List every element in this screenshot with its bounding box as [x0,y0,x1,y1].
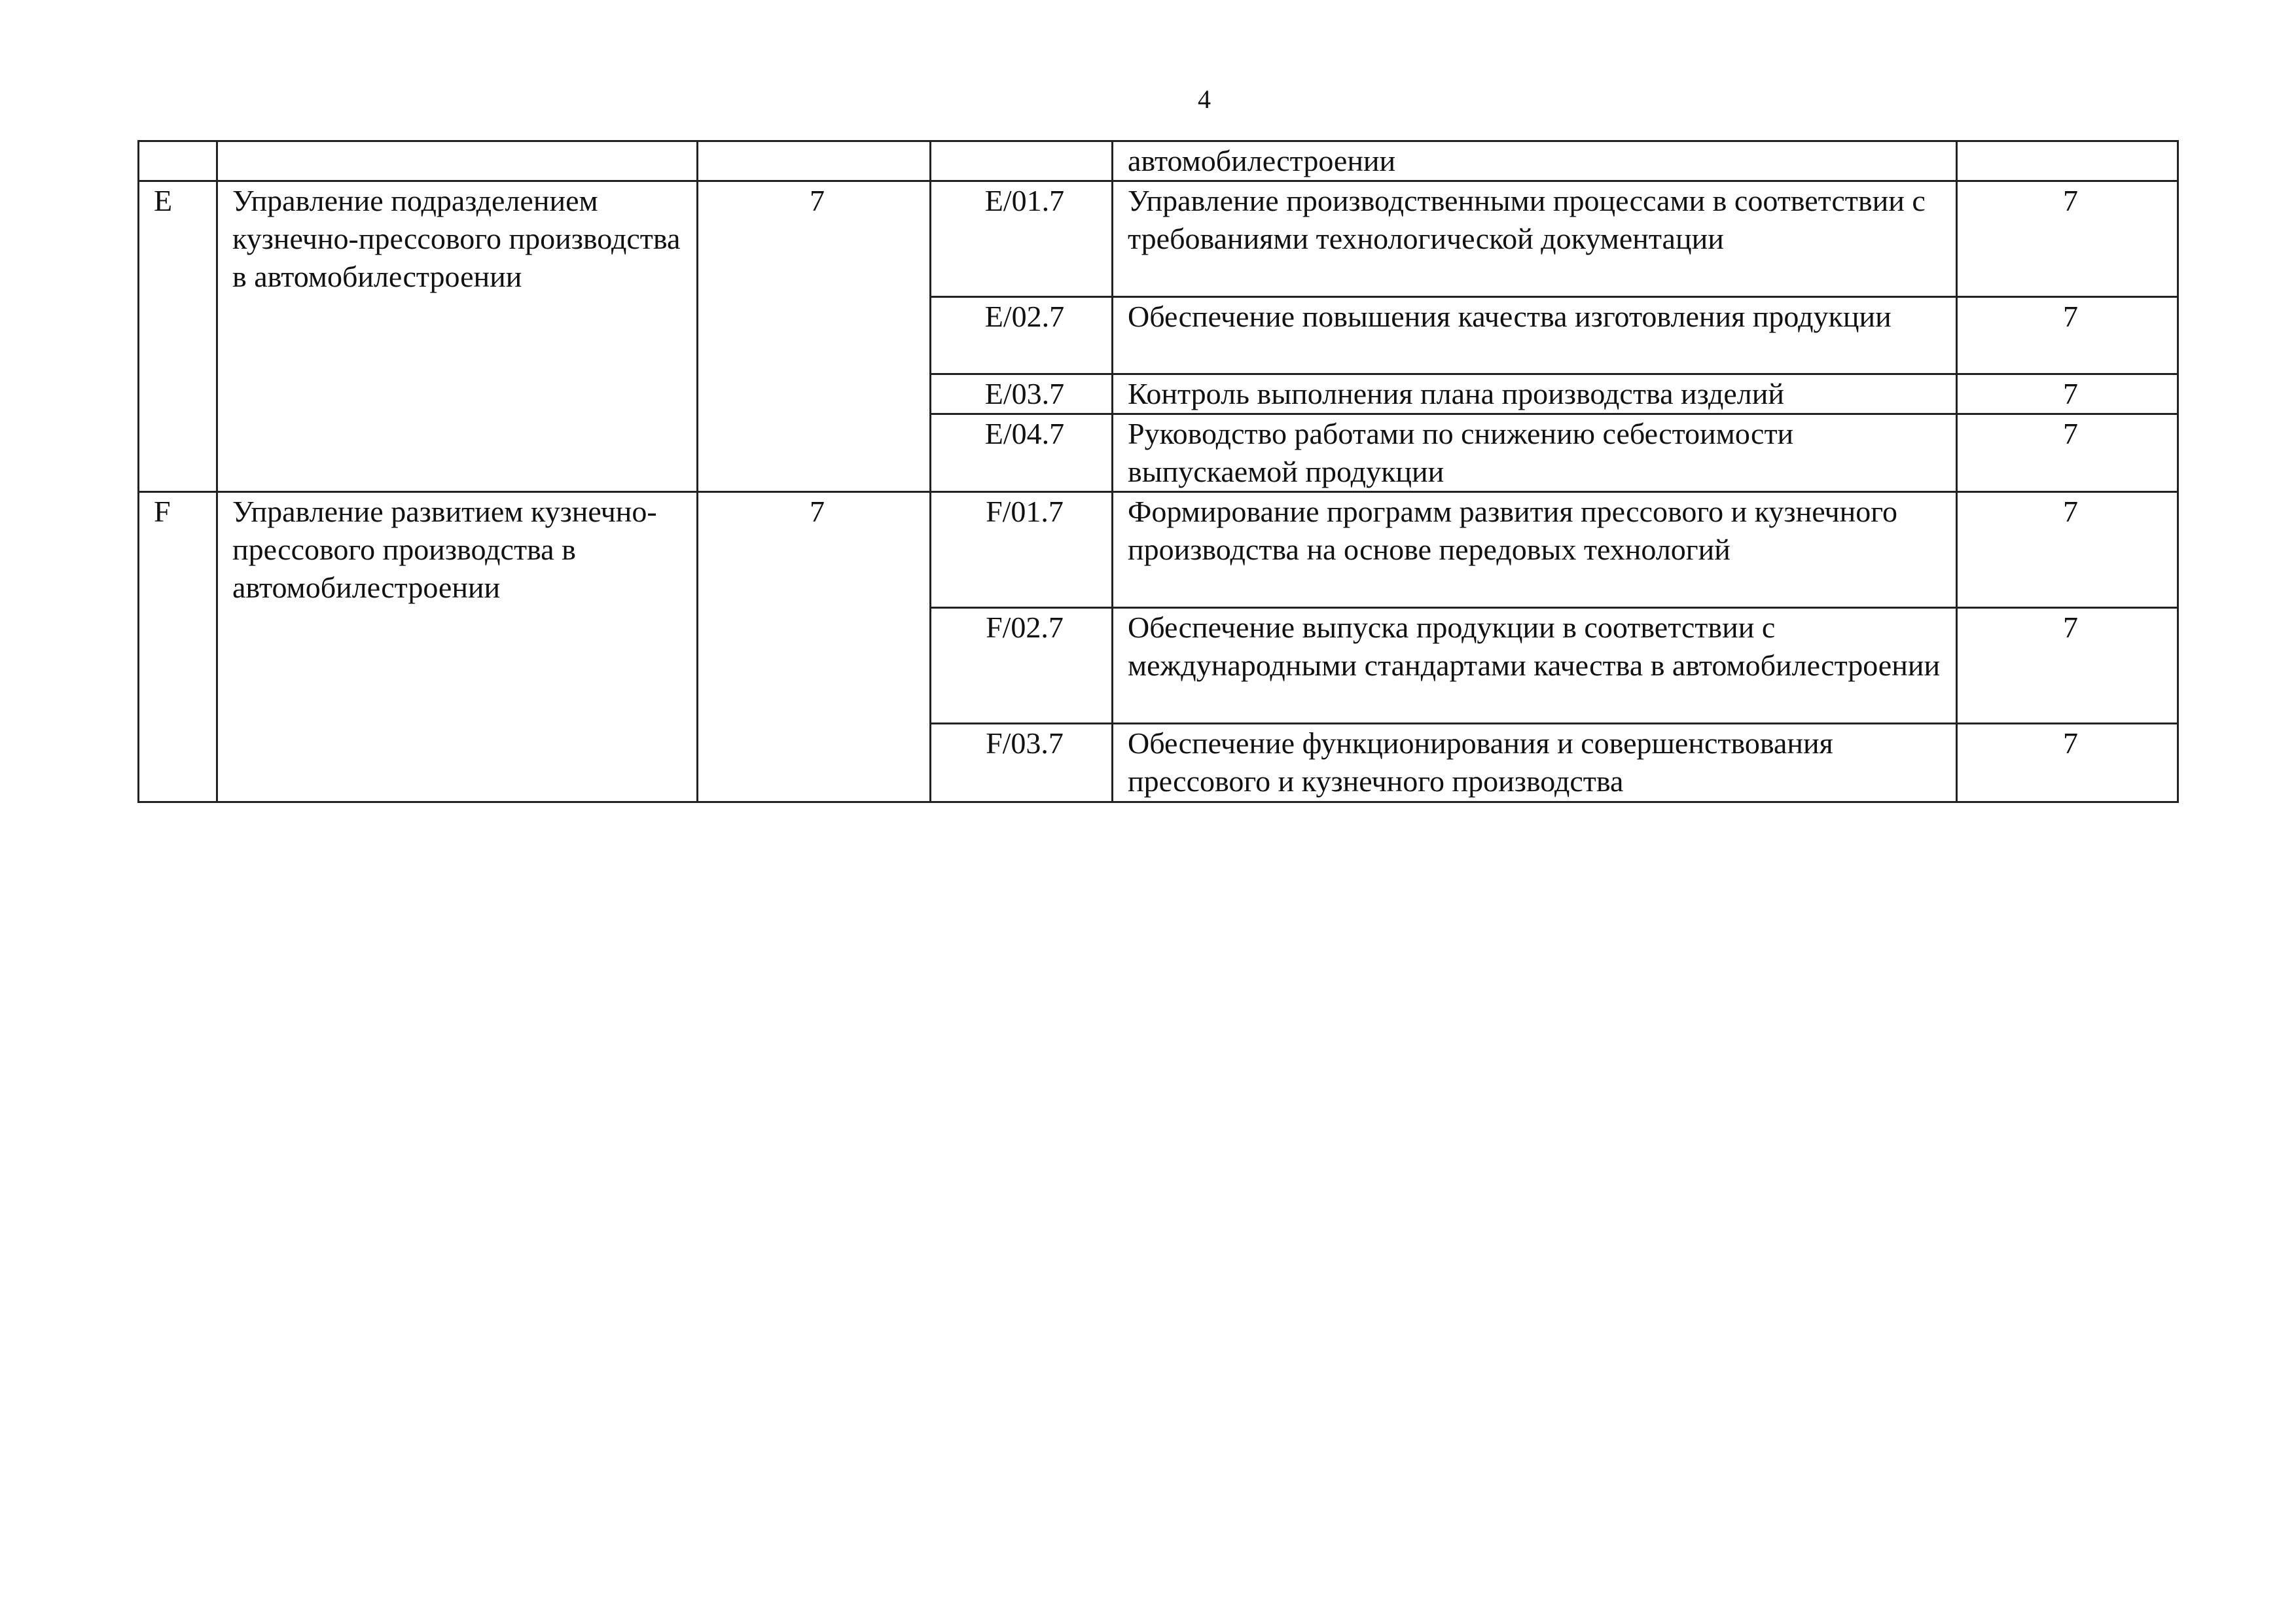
function-level-cell: 7 [1957,724,2178,802]
function-code-cell: F/02.7 [931,608,1113,724]
function-name-cell: Формирование программ развития прессового и кузнечного производства на основе передовых технологий [1113,492,1957,608]
function-name-cell: Контроль выполнения плана производства изделий [1113,374,1957,414]
group-name-cell: Управление подразделением кузнечно-прессового производства в автомобилестроении [217,181,698,492]
function-name-cell: Управление производственными процессами в соответствии с требованиями технологической документации [1113,181,1957,297]
function-level-cell: 7 [1957,414,2178,492]
function-name-cell: Обеспечение повышения качества изготовления продукции [1113,297,1957,374]
table-row [139,181,2178,297]
function-level-cell: 7 [1957,181,2178,297]
functions-table [137,140,2179,803]
table-row-continuation [139,141,2178,181]
table-cell [931,141,1113,181]
group-level-cell: 7 [698,181,931,492]
group-code-cell: F [139,492,217,802]
group-name-cell: Управление развитием кузнечно-прессового производства в автомобилестроении [217,492,698,802]
function-level-cell: 7 [1957,297,2178,374]
table-cell [1957,141,2178,181]
function-name-cell: Обеспечение функционирования и совершенствования прессового и кузнечного производства [1113,724,1957,802]
function-name-cell: Обеспечение выпуска продукции в соответствии с международными стандартами качества в автомобилестроении [1113,608,1957,724]
function-name-cell: автомобилестроении [1113,141,1957,181]
function-code-cell: E/02.7 [931,297,1113,374]
function-level-cell: 7 [1957,608,2178,724]
function-code-cell: E/03.7 [931,374,1113,414]
table-cell [139,141,217,181]
function-code-cell: F/01.7 [931,492,1113,608]
function-code-cell: F/03.7 [931,724,1113,802]
group-level-cell: 7 [698,492,931,802]
table-row [139,492,2178,608]
table-cell [698,141,931,181]
function-name-cell: Руководство работами по снижению себестоимости выпускаемой продукции [1113,414,1957,492]
table-cell [217,141,698,181]
group-code-cell: E [139,181,217,492]
function-level-cell: 7 [1957,374,2178,414]
function-code-cell: E/01.7 [931,181,1113,297]
page-number: 4 [1198,84,1211,114]
function-code-cell: E/04.7 [931,414,1113,492]
function-level-cell: 7 [1957,492,2178,608]
